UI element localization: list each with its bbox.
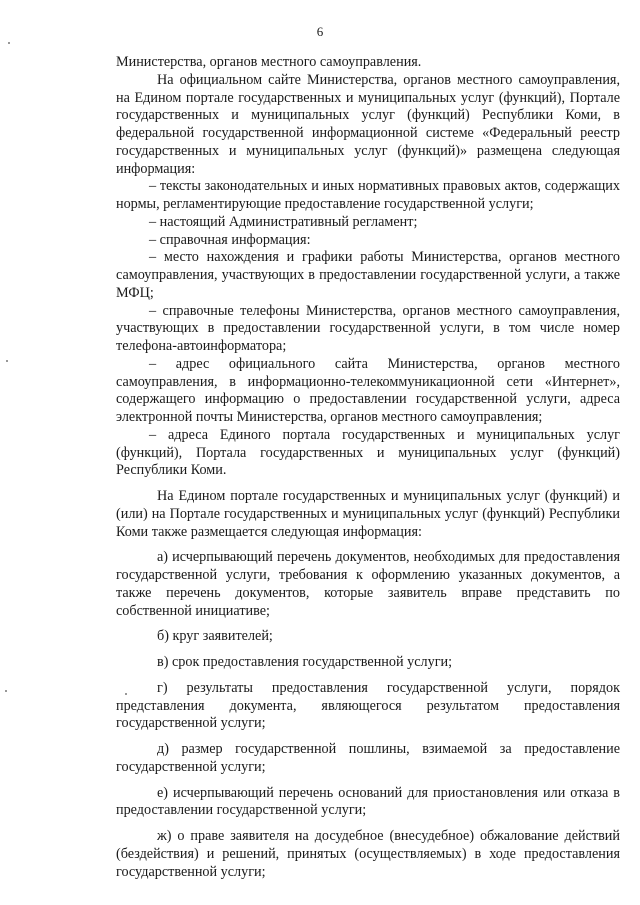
paragraph-3: – настоящий Административный регламент; (149, 213, 418, 230)
paragraph-gap (116, 672, 620, 680)
paragraph-5: – место нахождения и графики работы Министерства, органов местного самоуправления, участвующих в предоставлении государственной услуги, а также МФЦ; (116, 249, 620, 301)
paragraph-16: ж) о праве заявителя на досудебное (внесудебное) обжалование действий (бездействия) и решений, принятых (осуществляемых) в ходе предоставления государственной услуги; (116, 828, 620, 880)
paragraph-10: а) исчерпывающий перечень документов, необходимых для предоставления государственной услуги, требования к оформлению указанных документов, а также перечень документов, которые заявитель вправе представить по собственной инициативе; (116, 549, 620, 619)
paragraph-gap (116, 541, 620, 549)
paragraph-11: б) круг заявителей; (157, 628, 273, 645)
scan-speck (5, 690, 7, 692)
paragraph-13: г) результаты предоставления государственной услуги, порядок представления документа, являющегося результатом предоставления государственной услуги; (116, 679, 620, 732)
paragraph-14: д) размер государственной пошлины, взимаемой за предоставление государственной услуги; (116, 741, 620, 775)
page-number: 6 (316, 24, 324, 39)
paragraph-15: е) исчерпывающий перечень оснований для приостановления или отказа в предоставлении государственной услуги; (116, 784, 620, 819)
paragraph-8: – адреса Единого портала государственных и муниципальных услуг (функций), Портала государственных и муниципальных услуг (функций) Республики Коми. (116, 426, 620, 479)
page-body (116, 54, 620, 881)
paragraph-gap (116, 646, 620, 654)
paragraph-4: – справочная информация: (149, 231, 311, 248)
paragraph-12: в) срок предоставления государственной услуги; (157, 654, 453, 670)
paragraph-gap (116, 820, 620, 828)
scan-speck (8, 42, 10, 44)
paragraph-6: – справочные телефоны Министерства, органов местного самоуправления, участвующих в предоставлении государственной услуги, в том числе номер телефона-автоинформатора; (116, 302, 620, 354)
paragraph-2: – тексты законодательных и иных нормативных правовых актов, содержащих нормы, регламентирующие предоставление государственной услуги; (116, 178, 620, 212)
paragraph-0: Министерства, органов местного самоуправления. (116, 54, 422, 70)
paragraph-gap (116, 777, 620, 785)
paragraph-gap (116, 620, 620, 628)
scan-speck (6, 360, 8, 362)
scan-speck (125, 693, 127, 695)
paragraph-gap (116, 733, 620, 741)
paragraph-7: – адрес официального сайта Министерства, органов местного самоуправления, в информационно-телекоммуникационной сети «Интернет», содержащего информацию о предоставлении государственной услуги, адреса электронной почты Министерства, органов местного самоуправления; (116, 355, 620, 425)
paragraph-9: На Едином портале государственных и муниципальных услуг (функций) и (или) на Портале государственных и муниципальных услуг (функций) Республики Коми также размещается следующая информация: (116, 488, 620, 540)
paragraph-1: На официальном сайте Министерства, органов местного самоуправления, на Едином портале государственных и муниципальных услуг (функций), Портале государственных и муниципальных услуг (функций) Республики Коми, в федеральной государственной информационной системе «Федеральный реестр государственных и муниципальных услуг (функций)» размещена следующая информация: (116, 71, 620, 177)
paragraph-gap (116, 480, 620, 488)
